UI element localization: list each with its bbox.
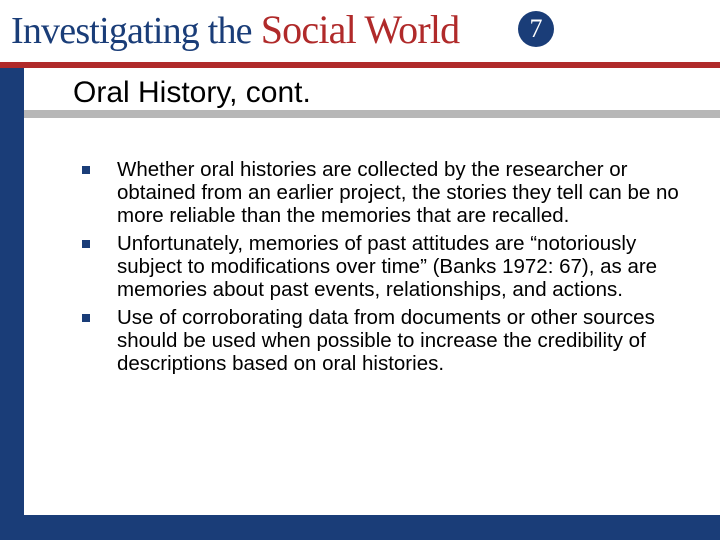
slide-header [0,0,720,62]
square-bullet-icon [82,166,90,174]
header-divider [0,62,720,68]
logo-text-social-world: Social World [260,7,460,52]
bullet-item [82,158,702,227]
square-bullet-icon [82,240,90,248]
book-logo [11,4,459,56]
square-bullet-icon [82,314,90,322]
bullet-item [82,232,702,301]
slide-title: Oral History, cont. [73,76,311,109]
edition-badge: 7 [518,11,554,47]
bullet-text: Use of corroborating data from documents or other sources should be used when possible to increase the credibility of descriptions based on oral histories. [117,306,655,375]
bullet-list [82,158,702,380]
bullet-text: Whether oral histories are collected by the researcher or obtained from an earlier project, the stories they tell can be no more reliable than the memories that are recalled. [117,158,679,227]
bullet-text: Unfortunately, memories of past attitudes are “notoriously subject to modifications over time” (Banks 1972: 67), as are memories about past events, relationships, and actions. [117,232,658,301]
bullet-item [82,306,702,375]
footer-bar [0,515,720,540]
left-accent-bar [0,68,24,540]
logo-text-investigating: Investigating the [11,10,252,52]
